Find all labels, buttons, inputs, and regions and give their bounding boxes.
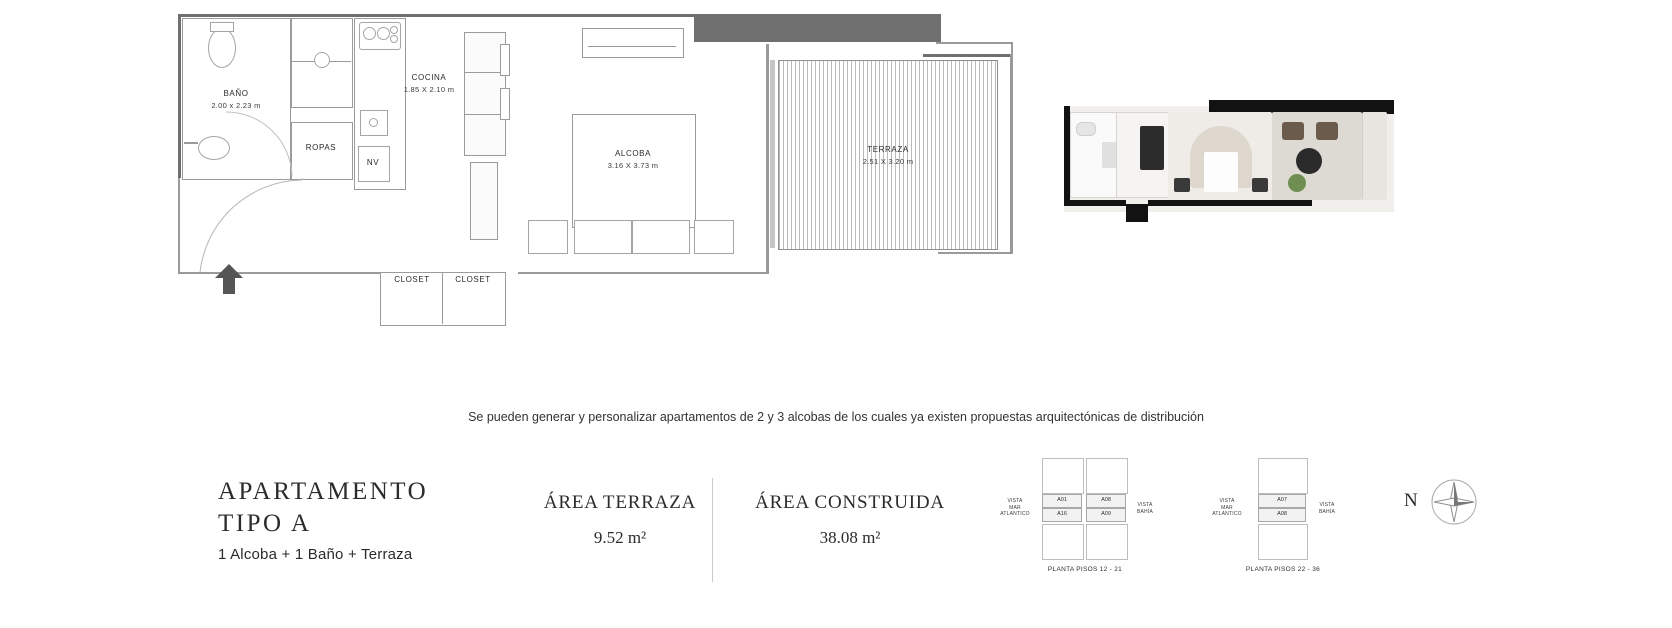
label-alcoba: [576, 148, 690, 172]
window-sill-top: [582, 28, 684, 58]
kp2-tower-bottom: [1258, 524, 1308, 560]
floor-plan: [178, 14, 1018, 314]
kp2-unit-a08: A08: [1258, 508, 1306, 522]
label-closet-2: [443, 274, 503, 286]
kp1-tower-top-right: [1086, 458, 1128, 494]
wall-bottom-mid: [518, 272, 768, 274]
label-closet-1-text: CLOSET: [394, 275, 430, 284]
entry-arrow-icon: [214, 264, 244, 296]
label-ropas-text: ROPAS: [305, 143, 337, 152]
label-cocina-dim: 1.85 X 2.10 m: [403, 85, 455, 94]
render-nightstand-left: [1174, 178, 1190, 192]
label-terraza-name: TERRAZA: [867, 145, 909, 154]
keyplan-pisos-12-21: [1000, 458, 1153, 578]
render-counter: [1140, 126, 1164, 170]
render-nightstand-right: [1252, 178, 1268, 192]
kp1-unit-a08: A08: [1086, 494, 1126, 508]
keyplan-pisos-22-36: [1212, 458, 1348, 578]
counter-strip-2: [500, 88, 510, 120]
kp1-caption: PLANTA PISOS 12 - 21: [1047, 566, 1123, 573]
label-cocina-name: COCINA: [411, 73, 447, 82]
label-terraza-dim: 2.51 X 3.20 m: [862, 157, 914, 166]
kp2-label-right: VISTA BAHÍA: [1318, 502, 1335, 515]
facade-right-upper: [936, 42, 1012, 44]
render-wall-bottom-right: [1148, 200, 1312, 206]
kp1-unit-a09: A09: [1086, 508, 1126, 522]
kp2-unit-a07: A07: [1258, 494, 1306, 508]
render-bed-sheet: [1204, 152, 1238, 192]
sheet-caption: Se pueden generar y personalizar apartamentos de 2 y 3 alcobas de los cuales ya existen propuestas arquitectónicas de distribución: [468, 410, 1204, 424]
3d-render-thumbnail: [1064, 100, 1394, 220]
metric-area-terraza-label: ÁREA TERRAZA: [543, 492, 697, 513]
metric-area-construida-label: ÁREA CONSTRUIDA: [755, 492, 945, 513]
metric-area-construida: [700, 492, 1000, 548]
burner-3: [390, 26, 398, 34]
wall-top-right: [938, 14, 940, 44]
label-nv: [358, 157, 388, 169]
counter-strip: [500, 44, 510, 76]
render-wall-bottom-mid: [1126, 204, 1148, 222]
terrace-outer-right: [1010, 54, 1013, 254]
kp2-tower-top: [1258, 458, 1308, 494]
label-nv-text: NV: [366, 158, 380, 167]
render-toilet: [1076, 122, 1096, 136]
wall-interior-right: [766, 44, 769, 274]
burner-2: [377, 27, 390, 40]
terrace-outer-bottom: [938, 252, 1013, 254]
kp1-unit-a01: A01: [1042, 494, 1082, 508]
label-terraza: [828, 144, 948, 168]
wall-top-dark-band: [694, 14, 941, 42]
kp1-tower-top-left: [1042, 458, 1084, 494]
facade-right-edge: [1011, 42, 1013, 56]
render-round-table: [1296, 148, 1322, 174]
apartment-title-line2: TIPO A: [218, 510, 312, 537]
compass: [1404, 476, 1484, 532]
kp1-tower-bottom-left: [1042, 524, 1084, 560]
render-lounge-chair-1: [1282, 122, 1304, 140]
label-bano-name: BAÑO: [223, 89, 249, 98]
label-closet-1: [382, 274, 442, 286]
metric-area-terraza-value: 9.52 m²: [593, 528, 647, 547]
bed-footboard-left: [574, 220, 632, 254]
pantry-shelf-1: [464, 72, 504, 73]
label-alcoba-dim: 3.16 X 3.73 m: [607, 161, 659, 170]
pantry-shelf-2: [464, 114, 504, 115]
bath-counter: [184, 142, 198, 144]
sheet-footer: [0, 468, 1672, 598]
entry-door-swing: [198, 178, 308, 274]
burner-4: [390, 35, 398, 43]
shower-drain-icon: [314, 52, 330, 68]
toilet-tank: [210, 22, 234, 32]
render-balcony-rail: [1362, 112, 1387, 200]
render-plant: [1288, 174, 1306, 192]
label-bano-dim: 2.00 x 2.23 m: [211, 101, 261, 110]
compass-north-letter: N: [1404, 490, 1418, 511]
bath-door-swing: [224, 110, 294, 178]
wall-top-left: [178, 14, 700, 17]
metric-area-construida-value: 38.08 m²: [819, 528, 881, 547]
kp2-caption: PLANTA PISOS 22 - 36: [1245, 566, 1321, 573]
render-wall-bottom-left: [1064, 200, 1126, 206]
kp1-tower-bottom-right: [1086, 524, 1128, 560]
hall-column: [470, 162, 498, 240]
apartment-subtitle: 1 Alcoba + 1 Baño + Terraza: [218, 546, 413, 563]
compass-rose-icon: [1430, 478, 1478, 526]
kp1-label-right: VISTA BAHÍA: [1136, 502, 1153, 515]
nightstand-right: [694, 220, 734, 254]
kp2-label-left: VISTA MAR ATLANTICO: [1212, 498, 1242, 517]
wall-left: [178, 14, 181, 178]
kitchen-sink-drain: [369, 118, 378, 127]
label-alcoba-name: ALCOBA: [614, 149, 652, 158]
render-lounge-chair-2: [1316, 122, 1338, 140]
kp1-unit-a16: A16: [1042, 508, 1082, 522]
nightstand-left: [528, 220, 568, 254]
burner-1: [363, 27, 376, 40]
apartment-title-line1: APARTAMENTO: [218, 478, 429, 505]
bed-footboard-right: [632, 220, 690, 254]
label-bano: [194, 88, 278, 112]
terrace-outer-top: [923, 54, 1013, 57]
kp1-label-left: VISTA MAR ATLANTICO: [1000, 498, 1030, 517]
window-sill-line: [588, 46, 676, 47]
toilet-fixture: [208, 28, 236, 68]
terrace-slide-door: [770, 60, 775, 248]
label-closet-2-text: CLOSET: [455, 275, 491, 284]
wall-left-lower: [178, 178, 180, 274]
label-ropas: [291, 142, 351, 154]
